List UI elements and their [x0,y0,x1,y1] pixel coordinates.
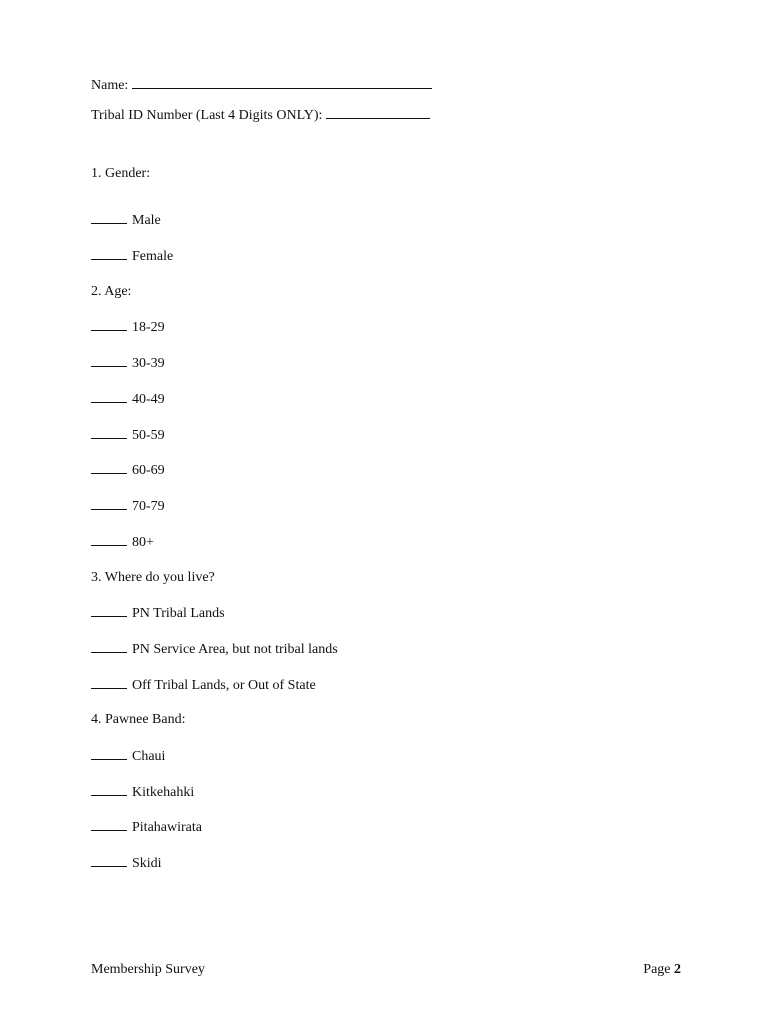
option-label: PN Tribal Lands [132,606,225,621]
option-pn-tribal-lands [91,604,225,623]
answer-blank[interactable] [91,604,127,617]
option-pitahawirata [91,818,202,837]
option-label: Skidi [132,856,162,871]
answer-blank[interactable] [91,676,127,689]
answer-blank[interactable] [91,783,127,796]
option-label: 18-29 [132,320,165,335]
answer-blank[interactable] [91,211,127,224]
option-age-18-29 [91,318,165,337]
option-male [91,211,161,230]
answer-blank[interactable] [91,247,127,260]
option-label: Kitkehahki [132,785,195,800]
option-skidi [91,854,162,873]
option-age-80-plus [91,533,154,552]
option-label: 60-69 [132,463,165,478]
option-age-40-49 [91,390,165,409]
answer-blank[interactable] [91,854,127,867]
option-off-tribal-lands [91,676,316,695]
footer-title: Membership Survey [91,962,205,977]
option-age-30-39 [91,354,165,373]
name-row [91,76,432,95]
question-residence-label: 3. Where do you live? [91,570,215,585]
tribal-id-field[interactable] [326,106,430,119]
tribal-id-row [91,106,430,125]
name-label: Name: [91,78,129,93]
option-chaui [91,747,165,766]
page-number: 2 [674,962,681,977]
answer-blank[interactable] [91,318,127,331]
option-label: 70-79 [132,499,165,514]
option-pn-service-area [91,640,338,659]
answer-blank[interactable] [91,461,127,474]
question-age-label: 2. Age: [91,284,132,299]
option-female [91,247,173,266]
answer-blank[interactable] [91,747,127,760]
question-band-label: 4. Pawnee Band: [91,712,186,727]
answer-blank[interactable] [91,640,127,653]
option-label: Female [132,249,174,264]
option-age-70-79 [91,497,165,516]
option-label: 50-59 [132,428,165,443]
option-label: 30-39 [132,356,165,371]
answer-blank[interactable] [91,390,127,403]
option-age-50-59 [91,426,165,445]
answer-blank[interactable] [91,497,127,510]
option-label: Male [132,213,161,228]
answer-blank[interactable] [91,818,127,831]
option-label: Off Tribal Lands, or Out of State [132,678,316,693]
name-field[interactable] [132,76,432,89]
option-label: PN Service Area, but not tribal lands [132,642,338,657]
tribal-id-label: Tribal ID Number (Last 4 Digits ONLY): [91,108,323,123]
option-label: Chaui [132,749,166,764]
option-age-60-69 [91,461,165,480]
page-number-footer [643,961,681,979]
option-label: 80+ [132,535,154,550]
page-label: Page [643,962,671,977]
answer-blank[interactable] [91,426,127,439]
option-kitkehahki [91,783,194,802]
answer-blank[interactable] [91,533,127,546]
answer-blank[interactable] [91,354,127,367]
question-gender-label: 1. Gender: [91,166,151,181]
option-label: Pitahawirata [132,820,202,835]
option-label: 40-49 [132,392,165,407]
